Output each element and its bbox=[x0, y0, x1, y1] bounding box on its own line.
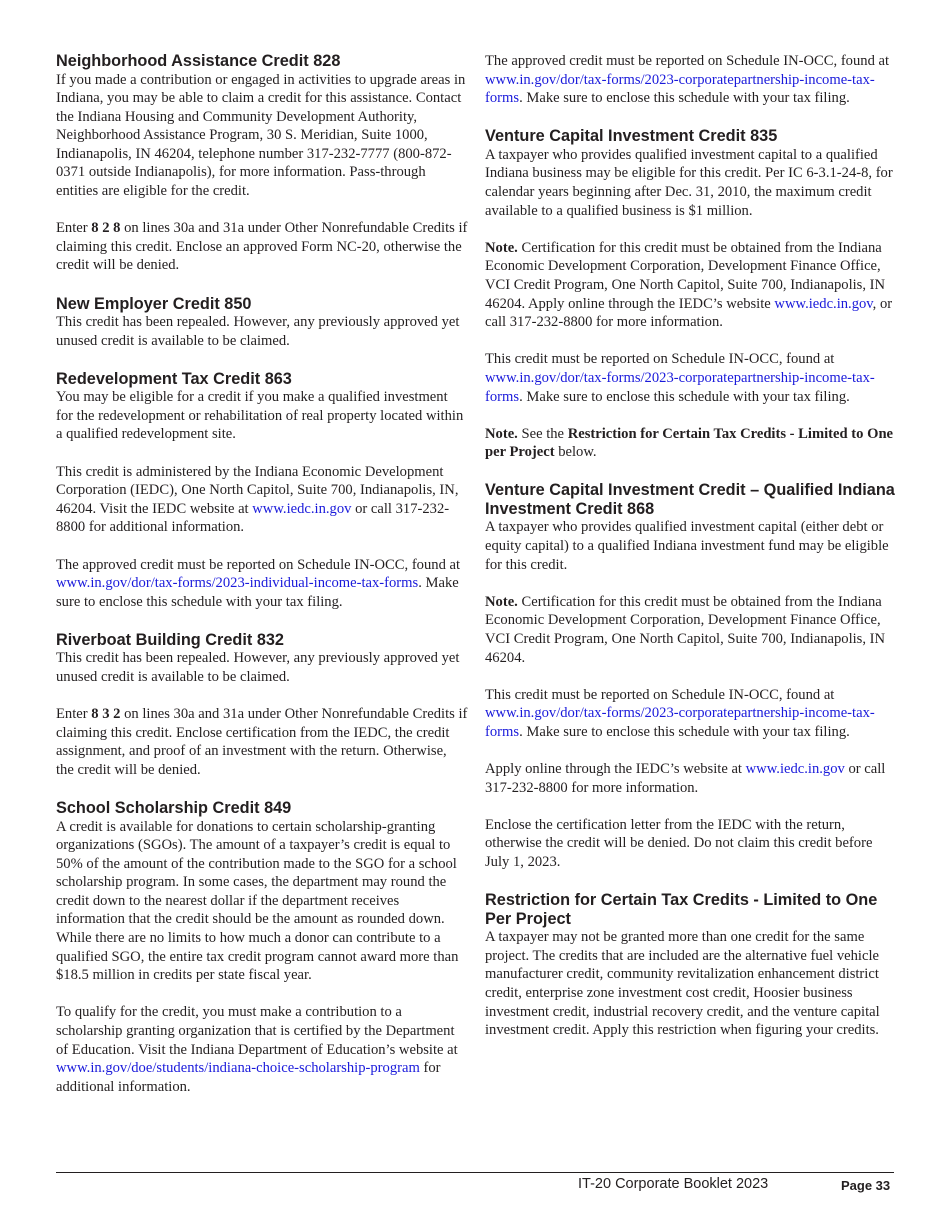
paragraph: The approved credit must be reported on Schedule IN-OCC, found at www.in.gov/dor/tax-forms/2023-individual-income-tax-forms. Make sure to enclose this schedule with your tax filing. bbox=[56, 556, 461, 610]
paragraph: Apply online through the IEDC’s website at www.iedc.in.gov or call 317-232-8800 for more information. bbox=[485, 761, 886, 796]
footer-divider bbox=[56, 1172, 894, 1173]
credit-code: 8 3 2 bbox=[91, 706, 121, 723]
paragraph: You may be eligible for a credit if you make a qualified investment for the redevelopment or rehabilitation of real property located within a qualified redevelopment site. bbox=[56, 389, 464, 443]
iedc-link[interactable]: www.iedc.in.gov bbox=[745, 761, 845, 778]
paragraph: The approved credit must be reported on Schedule IN-OCC, found at www.in.gov/dor/tax-forms/2023-corporatepartnership-income-tax-forms. Make sure to enclose this schedule with your tax filing. bbox=[485, 53, 890, 107]
iedc-link[interactable]: www.iedc.in.gov bbox=[774, 295, 873, 312]
section-venture-capital-investment-credit bbox=[485, 127, 897, 462]
doe-choice-scholarship-link[interactable]: www.in.gov/doe/students/indiana-choice-scholarship-program bbox=[56, 1060, 420, 1077]
paragraph: This credit has been repealed. However, any previously approved yet unused credit is available to be claimed. bbox=[56, 650, 460, 685]
paragraph: This credit must be reported on Schedule IN-OCC, found at www.in.gov/dor/tax-forms/2023-corporatepartnership-income-tax-forms. Make sure to enclose this schedule with your tax filing. bbox=[485, 686, 875, 740]
section-heading: Neighborhood Assistance Credit 828 bbox=[56, 52, 341, 70]
paragraph: Note. Certification for this credit must be obtained from the Indiana Economic Development Corporation, Development Finance Office, VCI Credit Program, One North Capitol, Suite 700, Indianapolis, IN 46204. Apply online through the IEDC’s website www.iedc.in.gov, or call 317-232-8800 for more information. bbox=[485, 239, 893, 331]
section-riverboat-building-credit bbox=[56, 631, 468, 780]
credit-code: 8 2 8 bbox=[91, 220, 121, 237]
section-heading: Riverboat Building Credit 832 bbox=[56, 630, 284, 649]
paragraph: Enter 8 3 2 on lines 30a and 31a under Other Nonrefundable Credits if claiming this credit. Enclose certification from the IEDC, the credit assignment, and proof of an investment with the return. Otherwise, the credit will be denied. bbox=[56, 706, 468, 778]
paragraph: Enter 8 2 8 on lines 30a and 31a under Other Nonrefundable Credits if claiming this credit. Enclose an approved Form NC-20, otherwise the credit will be denied. bbox=[56, 220, 468, 274]
note-label: Note. bbox=[485, 593, 518, 610]
section-redevelopment-tax-credit bbox=[56, 370, 468, 612]
section-heading: Restriction for Certain Tax Credits - Limited to One Per Project bbox=[485, 891, 878, 928]
paragraph: This credit must be reported on Schedule IN-OCC, found at www.in.gov/dor/tax-forms/2023-corporatepartnership-income-tax-forms. Make sure to enclose this schedule with your tax filing. bbox=[485, 351, 875, 405]
iedc-link[interactable]: www.iedc.in.gov bbox=[252, 500, 352, 517]
paragraph: To qualify for the credit, you must make a contribution to a scholarship granting organization that is certified by the Department of Education. Visit the Indiana Department of Education’s website at www.in.gov/doe/students/indiana-choice-scholarship-program for additional information. bbox=[56, 1004, 458, 1095]
corporate-income-tax-forms-link[interactable]: www.in.gov/dor/tax-forms/2023-corporatepartnership-income-tax-forms bbox=[485, 369, 875, 405]
section-heading: Venture Capital Investment Credit 835 bbox=[485, 127, 778, 146]
footer-booklet-title: IT-20 Corporate Booklet 2023 bbox=[578, 1176, 769, 1192]
section-heading: Venture Capital Investment Credit – Qualified Indiana Investment Credit 868 bbox=[485, 481, 895, 518]
corporate-income-tax-forms-link[interactable]: www.in.gov/dor/tax-forms/2023-corporatepartnership-income-tax-forms bbox=[485, 705, 875, 740]
section-heading: Redevelopment Tax Credit 863 bbox=[56, 369, 292, 388]
restriction-reference: Restriction for Certain Tax Credits - Limited to One per Project bbox=[485, 425, 894, 461]
paragraph: If you made a contribution or engaged in activities to upgrade areas in Indiana, you may be able to claim a credit for this assistance. Contact the Indiana Housing and Community Development Authority, Neighborhood Assistance Program, 30 S. Meridian, Suite 1000, Indianapolis, IN 46204, telephone number 317-232-7777 (800-872-0371 outside Indianapolis), for more information. Pass-through entities are eligible for the credit. bbox=[56, 71, 466, 200]
section-restriction-certain-tax-credits bbox=[485, 891, 897, 1040]
section-venture-capital-qualified-indiana-investment-credit bbox=[485, 481, 897, 871]
paragraph: A taxpayer who provides qualified investment capital to a qualified Indiana business may be eligible for this credit. Per IC 6-3.1-24-8, for calendar years beginning after Dec. 31, 2010, the maximum credit available to a qualified business is $1 million. bbox=[485, 146, 893, 219]
section-heading: New Employer Credit 850 bbox=[56, 294, 252, 313]
paragraph: Note. Certification for this credit must be obtained from the Indiana Economic Development Corporation, Development Finance Office, VCI Credit Program, One North Capitol, Suite 700, Indianapolis, IN 46204. bbox=[485, 593, 886, 666]
section-heading: School Scholarship Credit 849 bbox=[56, 799, 292, 817]
note-label: Note. bbox=[485, 239, 518, 256]
paragraph: This credit has been repealed. However, any previously approved yet unused credit is available to be claimed. bbox=[56, 314, 460, 349]
individual-income-tax-forms-link[interactable]: www.in.gov/dor/tax-forms/2023-individual-income-tax-forms bbox=[56, 575, 419, 592]
paragraph: This credit is administered by the Indiana Economic Development Corporation (IEDC), One North Capitol, Suite 700, Indianapolis, IN, 46204. Visit the IEDC website at www.iedc.in.gov or call 317-232-8800 for additional information. bbox=[56, 463, 459, 536]
right-column bbox=[485, 52, 897, 1059]
paragraph: A taxpayer who provides qualified investment capital (either debt or equity capital) to a qualified Indiana investment fund may be eligible for this credit. bbox=[485, 519, 889, 573]
paragraph: A credit is available for donations to certain scholarship-granting organizations (SGOs). The amount of a taxpayer’s credit is equal to 50% of the amount of the contribution made to the SGO for a school scholarship program. In some cases, the department may round the credit down to the nearest dollar if the department receives information that the credit should be the amount as rounded down. While there are no limits to how much a donor can contribute to a qualified SGO, the entire tax credit program cannot award more than $18.5 million in credits per state fiscal year. bbox=[56, 818, 459, 984]
section-continued-text bbox=[485, 52, 897, 108]
paragraph: Enclose the certification letter from the IEDC with the return, otherwise the credit will be denied. Do not claim this credit before July 1, 2023. bbox=[485, 816, 873, 871]
note-label: Note. bbox=[485, 425, 518, 442]
section-school-scholarship-credit bbox=[56, 799, 468, 1096]
section-neighborhood-assistance-credit bbox=[56, 52, 468, 275]
section-new-employer-credit bbox=[56, 295, 468, 351]
footer-page-number: Page 33 bbox=[841, 1178, 891, 1193]
paragraph: A taxpayer may not be granted more than one credit for the same project. The credits that are included are the alternative fuel vehicle manufacturer credit, community revitalization enhancement district credit, enterprise zone investment cost credit, Hoosier business investment credit, industrial recovery credit, and the venture capital investment credit. Apply this restriction when figuring your credits. bbox=[485, 929, 880, 1039]
corporate-income-tax-forms-link[interactable]: www.in.gov/dor/tax-forms/2023-corporatepartnership-income-tax-forms bbox=[485, 71, 875, 107]
left-column bbox=[56, 52, 468, 1116]
paragraph: Note. See the Restriction for Certain Tax Credits - Limited to One per Project below. bbox=[485, 425, 894, 461]
